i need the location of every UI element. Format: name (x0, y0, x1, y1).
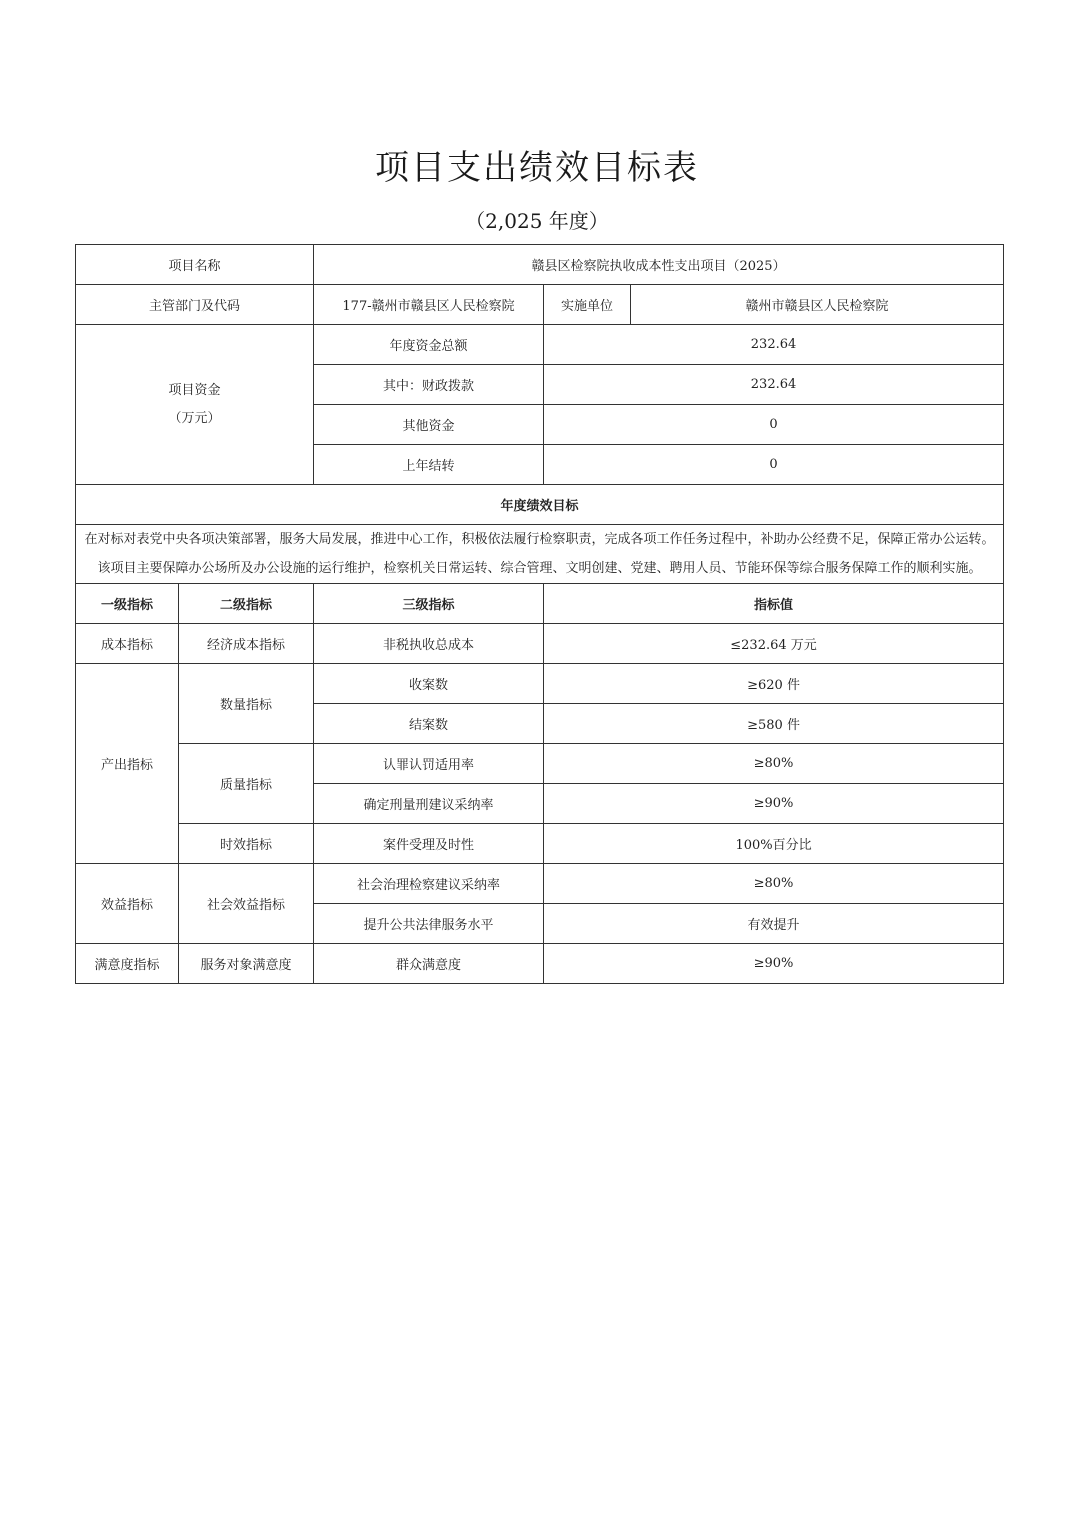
indicator-value-cell: ≥80% (544, 864, 1004, 904)
fund-label-cell (76, 325, 314, 485)
project-name-row (76, 245, 1004, 285)
header-indicator-value: 指标值 (544, 584, 1004, 624)
annual-goal-header: 年度绩效目标 (76, 485, 1004, 525)
fund-row-value: 232.64 (544, 325, 1004, 365)
level1-cell: 产出指标 (76, 664, 179, 864)
level3-cell: 案件受理及时性 (314, 824, 544, 864)
department-row (76, 285, 1004, 325)
header-level2: 二级指标 (179, 584, 314, 624)
level3-cell: 非税执收总成本 (314, 624, 544, 664)
fund-row-label: 上年结转 (314, 445, 544, 485)
indicator-row (76, 744, 1004, 784)
project-name-value: 赣县区检察院执收成本性支出项目（2025） (314, 245, 1004, 285)
page-title: 项目支出绩效目标表 (375, 148, 699, 188)
fund-row-label: 年度资金总额 (314, 325, 544, 365)
fund-row-value: 0 (544, 405, 1004, 445)
indicator-value-cell: ≤232.64 万元 (544, 624, 1004, 664)
department-value: 177-赣州市赣县区人民检察院 (314, 285, 544, 325)
indicator-value-cell: ≥620 件 (544, 664, 1004, 704)
level2-cell: 质量指标 (179, 744, 314, 824)
indicator-row (76, 664, 1004, 704)
indicator-row (76, 624, 1004, 664)
page-subtitle-year: （2,025 年度） (465, 209, 609, 233)
level1-cell: 满意度指标 (76, 944, 179, 984)
indicator-value-cell: ≥80% (544, 744, 1004, 784)
indicator-row (76, 944, 1004, 984)
level2-cell: 时效指标 (179, 824, 314, 864)
fund-row-value: 0 (544, 445, 1004, 485)
indicator-value-cell: ≥90% (544, 944, 1004, 984)
implementing-unit-label: 实施单位 (544, 285, 631, 325)
indicator-header-row (76, 584, 1004, 624)
annual-goal-text-row (76, 525, 1004, 584)
level3-cell: 收案数 (314, 664, 544, 704)
indicator-value-cell: 100%百分比 (544, 824, 1004, 864)
implementing-unit-value: 赣州市赣县区人民检察院 (631, 285, 1004, 325)
header-level1: 一级指标 (76, 584, 179, 624)
level3-cell: 结案数 (314, 704, 544, 744)
annual-goal-header-row (76, 485, 1004, 525)
level2-cell: 经济成本指标 (179, 624, 314, 664)
fund-row-label: 其中：财政拨款 (314, 365, 544, 405)
indicator-row (76, 864, 1004, 904)
performance-target-table (75, 244, 1004, 984)
fund-label: 项目资金 (168, 382, 221, 398)
project-name-label: 项目名称 (76, 245, 314, 285)
fund-row-value: 232.64 (544, 365, 1004, 405)
level1-cell: 成本指标 (76, 624, 179, 664)
level1-cell: 效益指标 (76, 864, 179, 944)
annual-goal-text: 在对标对表党中央各项决策部署，服务大局发展，推进中心工作，积极依法履行检察职责，完成各项工作任务过程中，补助办公经费不足，保障正常办公运转。该项目主要保障办公场所及办公设施的运行维护，检察机关日常运转、综合管理、文明创建、党建、聘用人员、节能环保等综合服务保障工作的顺利实施。 (76, 525, 1004, 584)
fund-unit: （万元） (168, 410, 221, 426)
level3-cell: 群众满意度 (314, 944, 544, 984)
level2-cell: 社会效益指标 (179, 864, 314, 944)
level3-cell: 确定刑量刑建议采纳率 (314, 784, 544, 824)
department-label: 主管部门及代码 (76, 285, 314, 325)
level3-cell: 认罪认罚适用率 (314, 744, 544, 784)
indicator-value-cell: ≥580 件 (544, 704, 1004, 744)
level2-cell: 数量指标 (179, 664, 314, 744)
level2-cell: 服务对象满意度 (179, 944, 314, 984)
header-level3: 三级指标 (314, 584, 544, 624)
fund-row (76, 325, 1004, 365)
indicator-value-cell: ≥90% (544, 784, 1004, 824)
indicator-value-cell: 有效提升 (544, 904, 1004, 944)
level3-cell: 社会治理检察建议采纳率 (314, 864, 544, 904)
fund-row-label: 其他资金 (314, 405, 544, 445)
indicator-row (76, 824, 1004, 864)
level3-cell: 提升公共法律服务水平 (314, 904, 544, 944)
